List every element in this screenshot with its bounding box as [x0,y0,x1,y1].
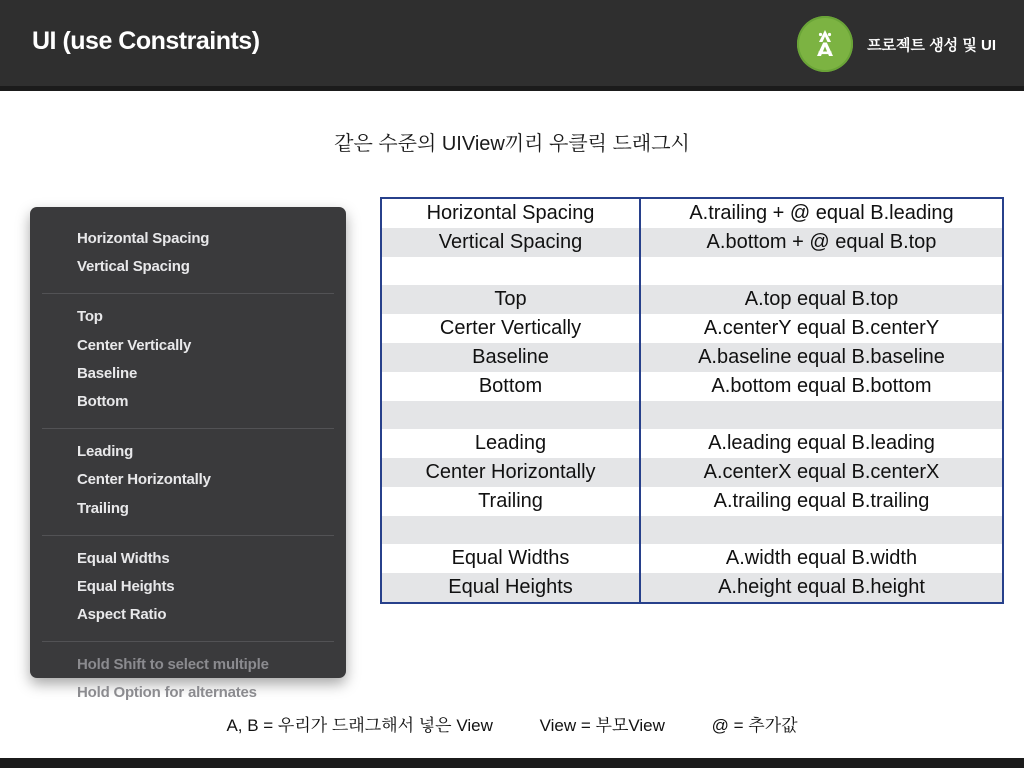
menu-group-hints [30,645,346,716]
menu-hint-hold-shift: Hold Shift to select multiple [77,656,269,674]
cell-menu-name: Trailing [382,487,640,516]
menu-item-center-vertically[interactable]: Center Vertically [77,336,192,354]
table-row [382,487,1002,516]
caption-text: 같은 수준의 UIView끼리 우클릭 드래그시 [334,133,690,155]
menu-group-vertical-align [30,297,346,425]
cell-menu-name [382,257,640,285]
table-row [382,285,1002,314]
menu-item-baseline[interactable]: Baseline [77,364,138,382]
menu-divider [42,535,334,536]
cell-constraint: A.leading equal B.leading [708,432,935,454]
menu-item-top[interactable]: Top [77,308,103,326]
cell-menu-name [382,516,640,544]
table-body [382,199,1002,602]
table-row [382,343,1002,372]
cell-constraint: A.centerX equal B.centerX [640,458,1002,487]
constraint-mapping-table [380,197,1004,604]
table-row [382,458,1002,487]
table-row [382,228,1002,257]
table-row [382,573,1002,602]
cell-menu-name: Certer Vertically [382,314,640,343]
legend-item-ab: A, B = 우리가 드래그해서 넣은 View [226,716,493,735]
table-row [382,199,1002,228]
page-title: UI (use Constraints) [32,27,260,55]
page-header [0,0,1024,86]
cell-menu-name [382,401,640,429]
menu-item-horizontal-spacing[interactable]: Horizontal Spacing [77,230,210,247]
table-row-spacer [382,257,1002,285]
table-row-spacer [382,516,1002,544]
menu-item-center-horizontally[interactable]: Center Horizontally [77,471,211,489]
cell-menu-name: Center Horizontally [382,458,640,487]
menu-divider [42,641,334,642]
menu-group-horizontal-align [30,432,346,532]
menu-item-bottom[interactable]: Bottom [77,392,129,410]
cell-constraint: A.bottom equal B.bottom [711,375,932,397]
cell-menu-name: Vertical Spacing [382,228,640,257]
cell-constraint: A.trailing equal B.trailing [713,490,930,512]
cell-menu-name: Horizontal Spacing [382,199,640,228]
menu-divider [42,293,334,294]
menu-item-trailing[interactable]: Trailing [77,499,129,517]
cell-constraint: A.centerY equal B.centerY [703,317,940,339]
cell-constraint: A.trailing + @ equal B.leading [689,202,954,224]
legend-item-view: View = 부모View [539,716,665,735]
cell-constraint [640,516,1002,544]
menu-hint-hold-option: Hold Option for alternates [77,684,257,702]
constraint-context-menu[interactable] [30,207,346,702]
cell-menu-name: Baseline [382,343,640,372]
table-row [382,372,1002,401]
menu-item-vertical-spacing[interactable]: Vertical Spacing [77,258,190,276]
menu-divider [42,428,334,429]
cell-menu-name: Equal Heights [382,573,640,602]
footer-bar [0,758,1024,768]
table-row-spacer [382,401,1002,429]
menu-group-spacing [30,219,346,290]
cell-constraint [640,257,1002,285]
cell-constraint: A.height equal B.height [640,573,1002,602]
menu-item-equal-widths[interactable]: Equal Widths [77,549,170,567]
header-brand-group [797,16,996,72]
cell-menu-name: Bottom [382,372,640,401]
legend [0,711,1024,736]
table-row [382,544,1002,573]
cell-menu-name: Leading [382,429,640,458]
menu-group-size [30,539,346,639]
table-row [382,429,1002,458]
cell-constraint: A.top equal B.top [640,285,1002,314]
cell-menu-name: Equal Widths [382,544,640,573]
cell-menu-name: Top [382,285,640,314]
menu-item-aspect-ratio[interactable]: Aspect Ratio [77,606,167,624]
cell-constraint: A.baseline equal B.baseline [640,343,1002,372]
cell-constraint: A.width equal B.width [725,547,918,569]
cell-constraint [640,401,1002,429]
menu-item-equal-heights[interactable]: Equal Heights [77,577,175,595]
cell-constraint: A.bottom + @ equal B.top [640,228,1002,257]
table-row [382,314,1002,343]
android-studio-logo-icon [797,16,853,72]
menu-item-leading[interactable]: Leading [77,443,134,461]
header-subtitle: 프로젝트 생성 및 UI [867,36,996,54]
legend-item-at: @ = 추가값 [711,716,798,735]
header-divider [0,86,1024,91]
